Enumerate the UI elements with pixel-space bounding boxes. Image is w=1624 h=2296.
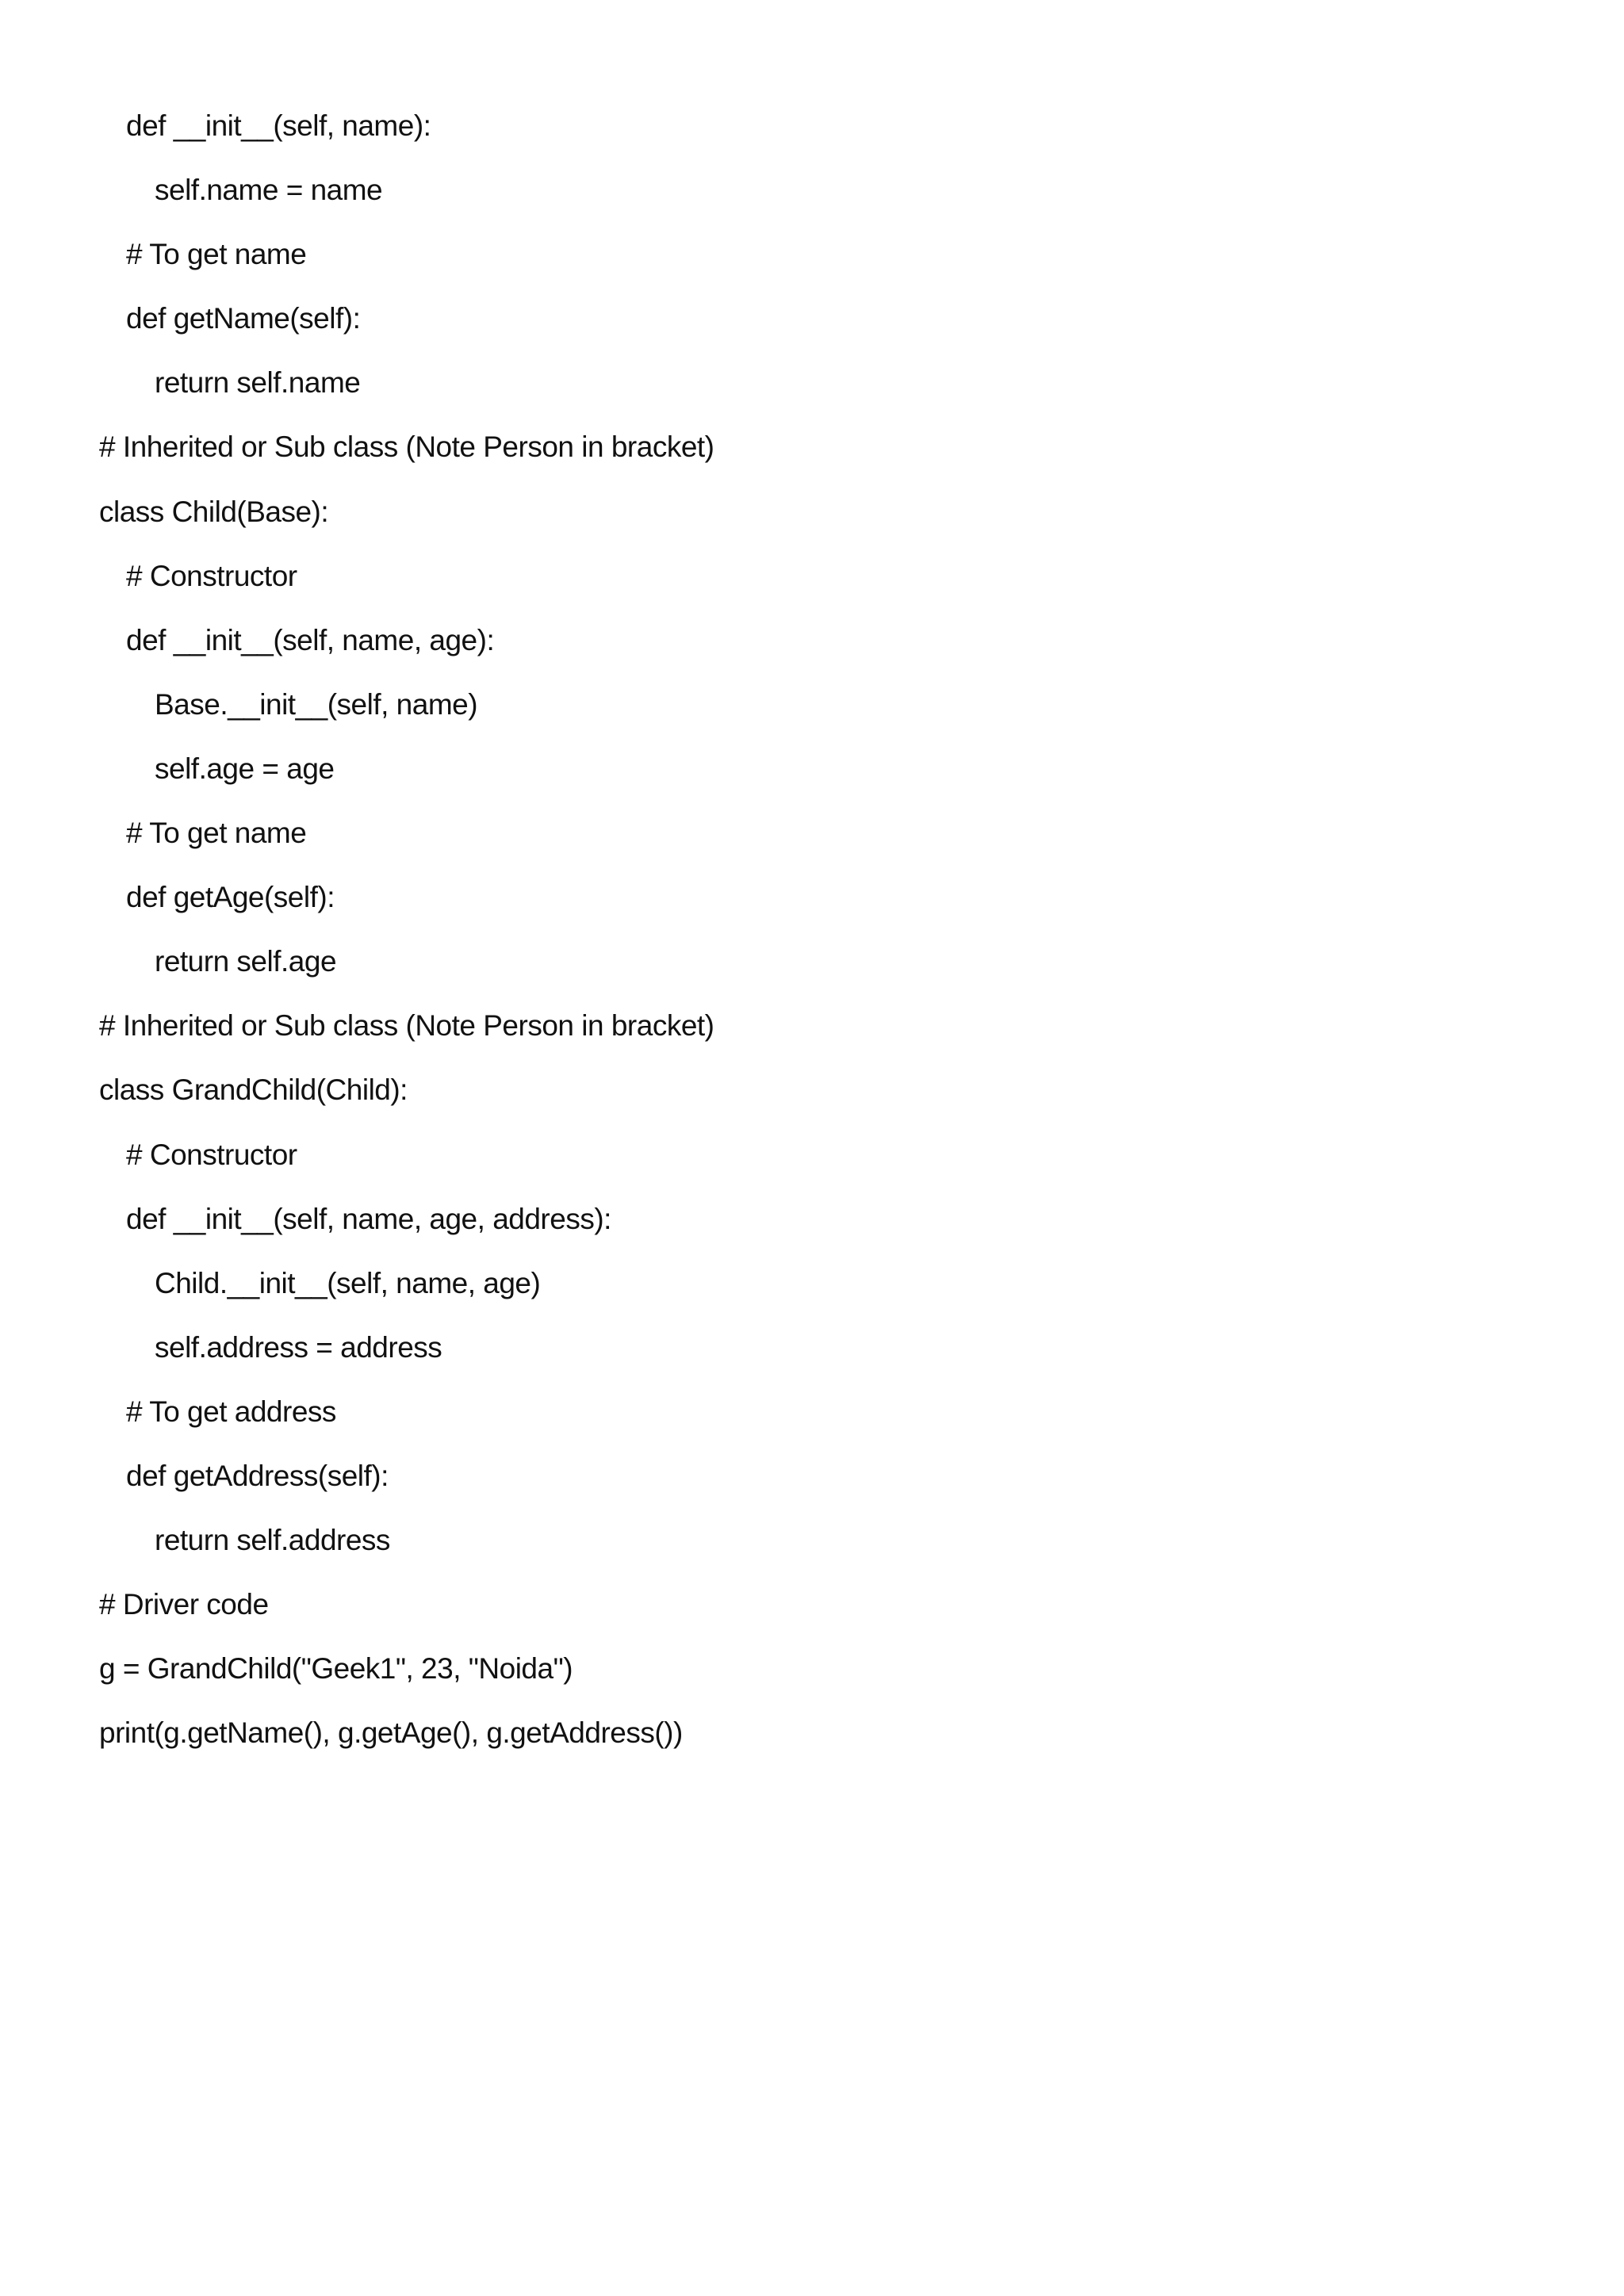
code-line: Child.__init__(self, name, age)	[155, 1266, 541, 1299]
code-line: # Constructor	[126, 1138, 297, 1171]
code-line: Base.__init__(self, name)	[155, 687, 478, 721]
code-line: # Constructor	[126, 559, 297, 592]
code-line: # Driver code	[99, 1588, 269, 1621]
code-line: g = GrandChild("Geek1", 23, "Noida")	[99, 1652, 573, 1686]
code-line: print(g.getName(), g.getAge(), g.getAddress())	[99, 1716, 683, 1750]
code-line: # To get name	[126, 238, 307, 271]
code-line: self.name = name	[155, 174, 383, 207]
code-line: def __init__(self, name, age, address):	[126, 1202, 611, 1235]
code-line: # To get address	[126, 1395, 336, 1428]
code-line: # Inherited or Sub class (Note Person in bracket)	[99, 430, 714, 464]
code-line: self.age = age	[155, 752, 335, 785]
code-line: def __init__(self, name, age):	[126, 623, 495, 656]
code-listing	[99, 94, 1526, 1765]
code-line: # Inherited or Sub class (Note Person in bracket)	[99, 1009, 714, 1043]
code-line: # To get name	[126, 817, 307, 850]
code-line: return self.name	[155, 366, 361, 400]
code-line: class Child(Base):	[99, 495, 329, 528]
code-line: class GrandChild(Child):	[99, 1073, 408, 1107]
code-line: def getAge(self):	[126, 881, 335, 914]
code-line: return self.age	[155, 945, 337, 978]
code-line: def __init__(self, name):	[126, 109, 431, 142]
code-line: return self.address	[155, 1524, 390, 1557]
code-line: def getName(self):	[126, 302, 361, 335]
code-line: self.address = address	[155, 1330, 442, 1364]
code-line: def getAddress(self):	[126, 1459, 389, 1492]
